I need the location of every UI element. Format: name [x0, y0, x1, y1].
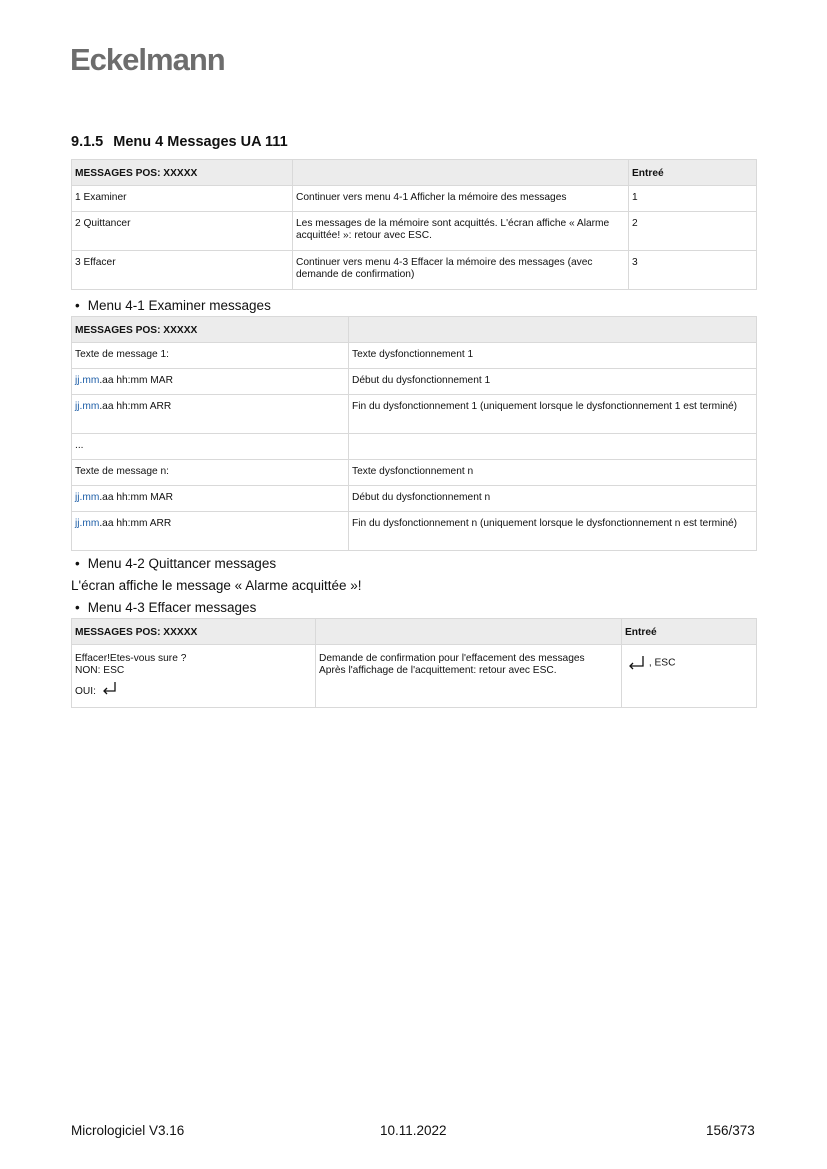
- table-header-cell: Entreé: [629, 160, 757, 186]
- table-header-cell: [316, 619, 622, 645]
- table-cell: ...: [72, 434, 349, 460]
- bullet-menu-4-3: [75, 600, 256, 615]
- table-header-row: [72, 619, 757, 645]
- footer-date: 10.11.2022: [380, 1123, 447, 1138]
- table-cell: Fin du dysfonctionnement n (uniquement lorsque le dysfonctionnement n est terminé): [349, 512, 757, 551]
- table-cell: Demande de confirmation pour l'effacement des messages Après l'affichage de l'acquittement: retour avec ESC.: [316, 645, 622, 708]
- table-cell: Texte dysfonctionnement n: [349, 460, 757, 486]
- table-cell: , ESC: [622, 645, 757, 708]
- bullet-text: Menu 4-1 Examiner messages: [87, 298, 271, 313]
- enter-key-icon: [102, 681, 118, 695]
- section-heading: [71, 134, 288, 150]
- menu4-3-table: [71, 618, 757, 708]
- date-placeholder-link[interactable]: jj.mm: [75, 401, 100, 412]
- date-placeholder-link[interactable]: jj.mm: [75, 492, 100, 503]
- table-cell: Fin du dysfonctionnement 1 (uniquement lorsque le dysfonctionnement 1 est terminé): [349, 395, 757, 434]
- table-header-row: [72, 160, 757, 186]
- enter-key-icon: [628, 655, 646, 671]
- table-row: [72, 645, 757, 708]
- table-row: [72, 434, 757, 460]
- eckelmann-logo: Eckelmann: [70, 42, 225, 77]
- table-row: [72, 486, 757, 512]
- table-row: [72, 369, 757, 395]
- table-cell: Continuer vers menu 4-3 Effacer la mémoire des messages (avec demande de confirmation): [293, 251, 629, 290]
- table-cell: 3 Effacer: [72, 251, 293, 290]
- table-cell: Les messages de la mémoire sont acquittés. L'écran affiche « Alarme acquittée! »: retour avec ESC.: [293, 212, 629, 251]
- table-cell: Continuer vers menu 4-1 Afficher la mémoire des messages: [293, 186, 629, 212]
- table-header-cell: [293, 160, 629, 186]
- table-cell: Début du dysfonctionnement n: [349, 486, 757, 512]
- table-cell: jj.mm.aa hh:mm ARR: [72, 512, 349, 551]
- table-cell: Texte de message n:: [72, 460, 349, 486]
- section-number: 9.1.5: [71, 134, 104, 150]
- bullet-icon: •: [75, 298, 80, 313]
- table-row: [72, 186, 757, 212]
- table-row: [72, 343, 757, 369]
- table-header-row: [72, 317, 757, 343]
- table-header-cell: Entreé: [622, 619, 757, 645]
- table-header-cell: MESSAGES POS: XXXXX: [72, 160, 293, 186]
- info-paragraph: L'écran affiche le message « Alarme acquittée »!: [71, 578, 362, 593]
- bullet-text: Menu 4-3 Effacer messages: [87, 600, 257, 615]
- date-placeholder-link[interactable]: jj.mm: [75, 375, 100, 386]
- table-header-cell: MESSAGES POS: XXXXX: [72, 317, 349, 343]
- table-cell: 3: [629, 251, 757, 290]
- table-cell: jj.mm.aa hh:mm MAR: [72, 369, 349, 395]
- table-cell: Texte dysfonctionnement 1: [349, 343, 757, 369]
- bullet-icon: •: [75, 600, 80, 615]
- table-row: [72, 395, 757, 434]
- table-header-cell: MESSAGES POS: XXXXX: [72, 619, 316, 645]
- bullet-menu-4-2: [75, 556, 276, 571]
- date-placeholder-link[interactable]: jj.mm: [75, 518, 100, 529]
- footer-page-number: 156/373: [706, 1123, 755, 1138]
- table-cell: 1: [629, 186, 757, 212]
- table-cell: 2 Quittancer: [72, 212, 293, 251]
- bullet-icon: •: [75, 556, 80, 571]
- footer-version: Micrologiciel V3.16: [71, 1123, 185, 1138]
- table-row: [72, 251, 757, 290]
- table-header-cell: [349, 317, 757, 343]
- bullet-text: Menu 4-2 Quittancer messages: [87, 556, 277, 571]
- table-cell: jj.mm.aa hh:mm MAR: [72, 486, 349, 512]
- table-cell: [349, 434, 757, 460]
- section-title: Menu 4 Messages UA 111: [113, 134, 288, 150]
- table-row: [72, 212, 757, 251]
- table-cell: Effacer!Etes-vous sure ? NON: ESC OUI:: [72, 645, 316, 708]
- table-cell: Texte de message 1:: [72, 343, 349, 369]
- table-row: [72, 460, 757, 486]
- menu4-table: [71, 159, 757, 290]
- table-cell: jj.mm.aa hh:mm ARR: [72, 395, 349, 434]
- table-cell: Début du dysfonctionnement 1: [349, 369, 757, 395]
- table-row: [72, 512, 757, 551]
- table-cell: 1 Examiner: [72, 186, 293, 212]
- bullet-menu-4-1: [75, 298, 271, 313]
- table-cell: 2: [629, 212, 757, 251]
- menu4-1-table: [71, 316, 757, 551]
